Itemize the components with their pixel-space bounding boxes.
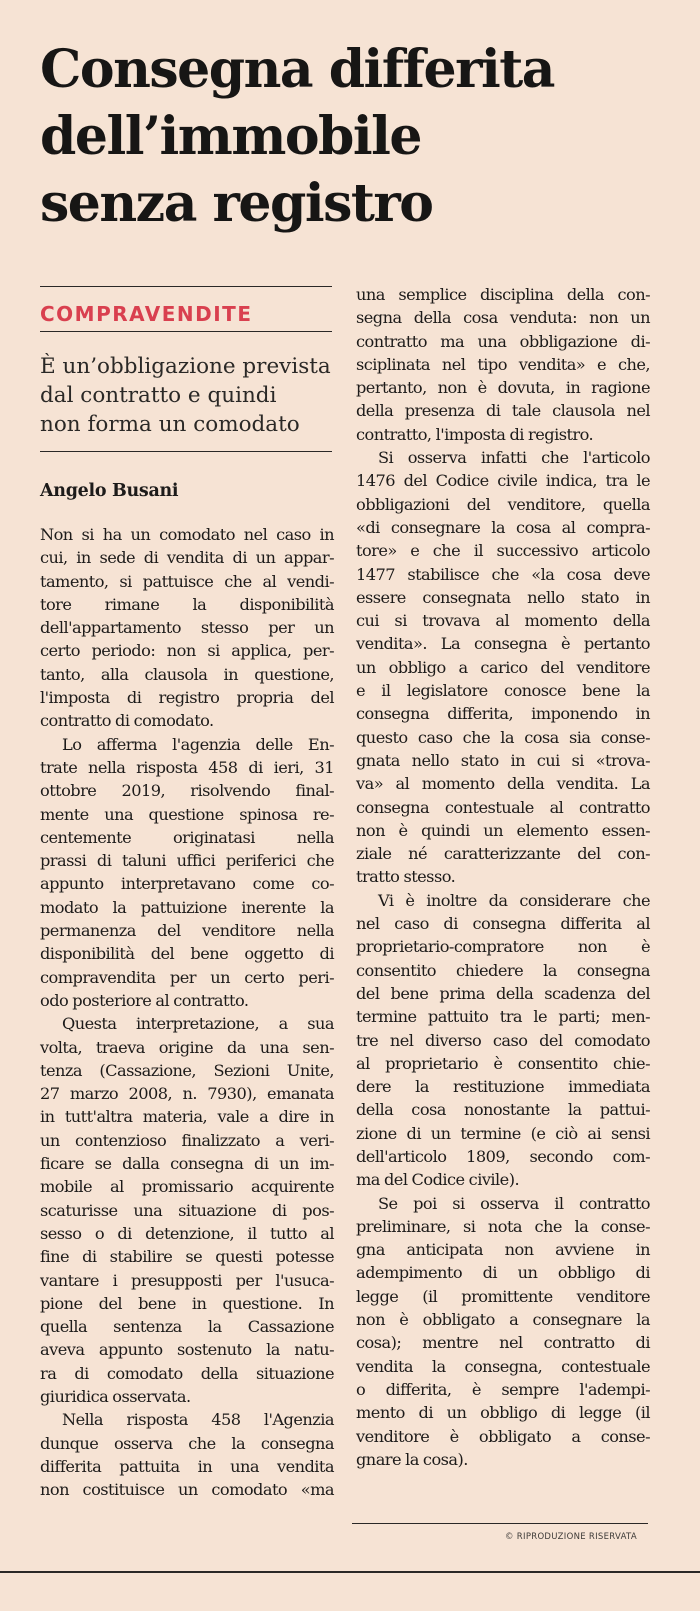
article-line: centemente originatasi nella xyxy=(40,827,334,847)
subtitle xyxy=(40,352,340,439)
article-line: sciplinata nel tipo vendita» e che, xyxy=(356,354,650,374)
section-kicker: COMPRAVENDITE xyxy=(40,302,253,326)
article-line: mente una questione spinosa re- xyxy=(40,804,334,824)
article-line: Se poi si osserva il contratto xyxy=(378,1193,650,1213)
article-line: pertanto, non è dovuta, in ragione xyxy=(356,378,650,398)
article-line: pione del bene in questione. In xyxy=(40,1293,334,1313)
article-line: ra di comodato della situazione xyxy=(40,1363,334,1383)
article-line: tore» e che il successivo articolo xyxy=(356,541,650,561)
article-line: ottobre 2019, risolvendo final- xyxy=(40,781,334,801)
article-line: non costituisce un comodato «ma xyxy=(40,1480,334,1500)
article-line: cosa); mentre nel contratto di xyxy=(356,1333,650,1353)
article-line: al proprietario è consentito chie- xyxy=(356,1053,650,1073)
article-line: tenza (Cassazione, Sezioni Unite, xyxy=(40,1060,334,1080)
article-line: dell'appartamento stesso per un xyxy=(40,618,334,638)
article-line: tre nel diverso caso del comodato xyxy=(356,1030,650,1050)
article-line: aveva appunto sostenuto la natu- xyxy=(40,1340,334,1360)
article-line: mobile al promissario acquirente xyxy=(40,1177,334,1197)
article-line: e il legislatore conosce bene la xyxy=(356,681,650,701)
article-line: «di consegnare la cosa al compra- xyxy=(356,517,650,537)
headline-line: dell’immobile xyxy=(40,106,421,167)
article-line: vendita la consegna, contestuale xyxy=(356,1356,650,1376)
article-line: non è obbligato a consegnare la xyxy=(356,1310,650,1330)
article-line: contratto di comodato. xyxy=(40,711,214,731)
article-line: Si osserva infatti che l'articolo xyxy=(378,448,650,468)
article-line: quella sentenza la Cassazione xyxy=(40,1317,334,1337)
article-line: Vi è inoltre da considerare che xyxy=(378,890,650,910)
article-line: un contenzioso finalizzato a veri- xyxy=(40,1130,334,1150)
subtitle-line: non forma un comodato xyxy=(40,412,300,437)
article-line: venditore è obbligato a conse- xyxy=(356,1426,650,1446)
article-line: tratto stesso. xyxy=(356,867,456,887)
article-line: segna della cosa venduta: non un xyxy=(356,308,650,328)
article-line: tamento, si pattuisce che al vendi- xyxy=(40,571,334,591)
article-line: vantare i presupposti per l'usuca- xyxy=(40,1270,334,1290)
article-line: obbligazioni del venditore, quella xyxy=(356,494,650,514)
article-line: una semplice disciplina della con- xyxy=(356,285,650,304)
article-line: in tutt'altra materia, vale a dire in xyxy=(40,1107,334,1127)
article-line: dunque osserva che la consegna xyxy=(40,1433,334,1453)
article-line: mento di un obbligo di legge (il xyxy=(356,1403,650,1423)
kicker-top-rule xyxy=(40,286,332,287)
article-line: tore rimane la disponibilità xyxy=(40,594,334,614)
article-line: Non si ha un comodato nel caso in xyxy=(40,525,334,544)
article-line: sesso o di detenzione, il tutto al xyxy=(40,1223,334,1243)
article-line: proprietario-compratore non è xyxy=(356,937,650,957)
headline-line: Consegna differita xyxy=(40,39,554,100)
article-line: odo posteriore al contratto. xyxy=(40,990,249,1010)
article-column-1 xyxy=(40,523,334,1501)
article-line: fine di stabilire se questi potesse xyxy=(40,1247,334,1267)
page-bottom-rule xyxy=(0,1571,700,1573)
article-column-2 xyxy=(356,283,650,1471)
article-line: va» al momento della vendita. La xyxy=(356,774,650,794)
article-line: volta, traeva origine da una sen- xyxy=(40,1037,334,1057)
article-line: termine pattuito tra le parti; men- xyxy=(356,1007,650,1027)
article-line: consentito chiedere la consegna xyxy=(356,960,650,980)
article-line: differita pattuita in una vendita xyxy=(40,1456,334,1476)
subtitle-line: dal contratto e quindi xyxy=(40,383,277,408)
article-line: del bene prima della scadenza del xyxy=(356,983,650,1003)
article-line: Lo afferma l'agenzia delle En- xyxy=(62,734,334,754)
article-line: certo periodo: non si applica, per- xyxy=(40,641,334,661)
article-line: cui si trovava al momento della xyxy=(356,611,650,631)
article-line: questo caso che la cosa sia conse- xyxy=(356,727,650,747)
article-line: della presenza di tale clausola nel xyxy=(356,401,650,421)
article-line: gna anticipata non avviene in xyxy=(356,1240,650,1260)
article-line: cui, in sede di vendita di un appar- xyxy=(40,548,334,568)
article-line: disponibilità del bene oggetto di xyxy=(40,944,334,964)
article-line: Questa interpretazione, a sua xyxy=(62,1014,334,1034)
article-line: 1477 stabilisce che «la cosa deve xyxy=(356,564,650,584)
article-line: preliminare, si nota che la conse- xyxy=(356,1216,650,1236)
article-line: gnare la cosa). xyxy=(356,1449,468,1469)
article-line: tanto, alla clausola in questione, xyxy=(40,664,334,684)
article-line: consegna differita, imponendo in xyxy=(356,704,650,724)
copyright-notice: © RIPRODUZIONE RISERVATA xyxy=(505,1532,637,1542)
subtitle-line: È un’obbligazione prevista xyxy=(40,354,331,379)
article-line: zione di un termine (e ciò ai sensi xyxy=(356,1123,650,1143)
kicker-bottom-rule xyxy=(40,331,332,332)
article-line: appunto interpretavano come co- xyxy=(40,874,334,894)
article-line: ficare se dalla consegna di un im- xyxy=(40,1154,334,1174)
article-line: contratto, l'imposta di registro. xyxy=(356,424,594,444)
article-line: giuridica osservata. xyxy=(40,1386,191,1406)
article-line: Nella risposta 458 l'Agenzia xyxy=(62,1410,334,1430)
footer-rule xyxy=(352,1523,648,1524)
article-line: permanenza del venditore nella xyxy=(40,921,334,941)
article-line: dere la restituzione immediata xyxy=(356,1077,650,1097)
article-line: ma del Codice civile). xyxy=(356,1170,520,1190)
article-line: gnata nello stato in cui si «trova- xyxy=(356,750,650,770)
byline: Angelo Busani xyxy=(40,481,179,501)
article-line: 1476 del Codice civile indica, tra le xyxy=(356,471,650,491)
article-line: essere consegnata nello stato in xyxy=(356,587,650,607)
article-line: vendita». La consegna è pertanto xyxy=(356,634,650,654)
article-line: dell'articolo 1809, secondo com- xyxy=(356,1146,650,1166)
article-line: 27 marzo 2008, n. 7930), emanata xyxy=(40,1084,334,1104)
article-line: contratto ma una obbligazione di- xyxy=(356,331,650,351)
article-line: un obbligo a carico del venditore xyxy=(356,657,650,677)
article-line: modato la pattuizione inerente la xyxy=(40,897,334,917)
article-line: nel caso di consegna differita al xyxy=(356,914,650,934)
article-line: scaturisse una situazione di pos- xyxy=(40,1200,334,1220)
byline-rule xyxy=(40,451,332,452)
article-line: compravendita per un certo peri- xyxy=(40,967,334,987)
headline-line: senza registro xyxy=(40,173,433,234)
article-line: o differita, è sempre l'adempi- xyxy=(356,1379,650,1399)
article-line: consegna contestuale al contratto xyxy=(356,797,650,817)
article-line: trate nella risposta 458 di ieri, 31 xyxy=(40,757,334,777)
article-line: non è quindi un elemento essen- xyxy=(356,820,650,840)
article-line: ziale né caratterizzante del con- xyxy=(356,844,650,864)
article-line: della cosa nonostante la pattui- xyxy=(356,1100,650,1120)
headline xyxy=(40,36,660,237)
article-line: l'imposta di registro propria del xyxy=(40,688,334,708)
article-line: prassi di taluni uffici periferici che xyxy=(40,851,334,871)
article-line: adempimento di un obbligo di xyxy=(356,1263,650,1283)
article-line: legge (il promittente venditore xyxy=(356,1286,650,1306)
